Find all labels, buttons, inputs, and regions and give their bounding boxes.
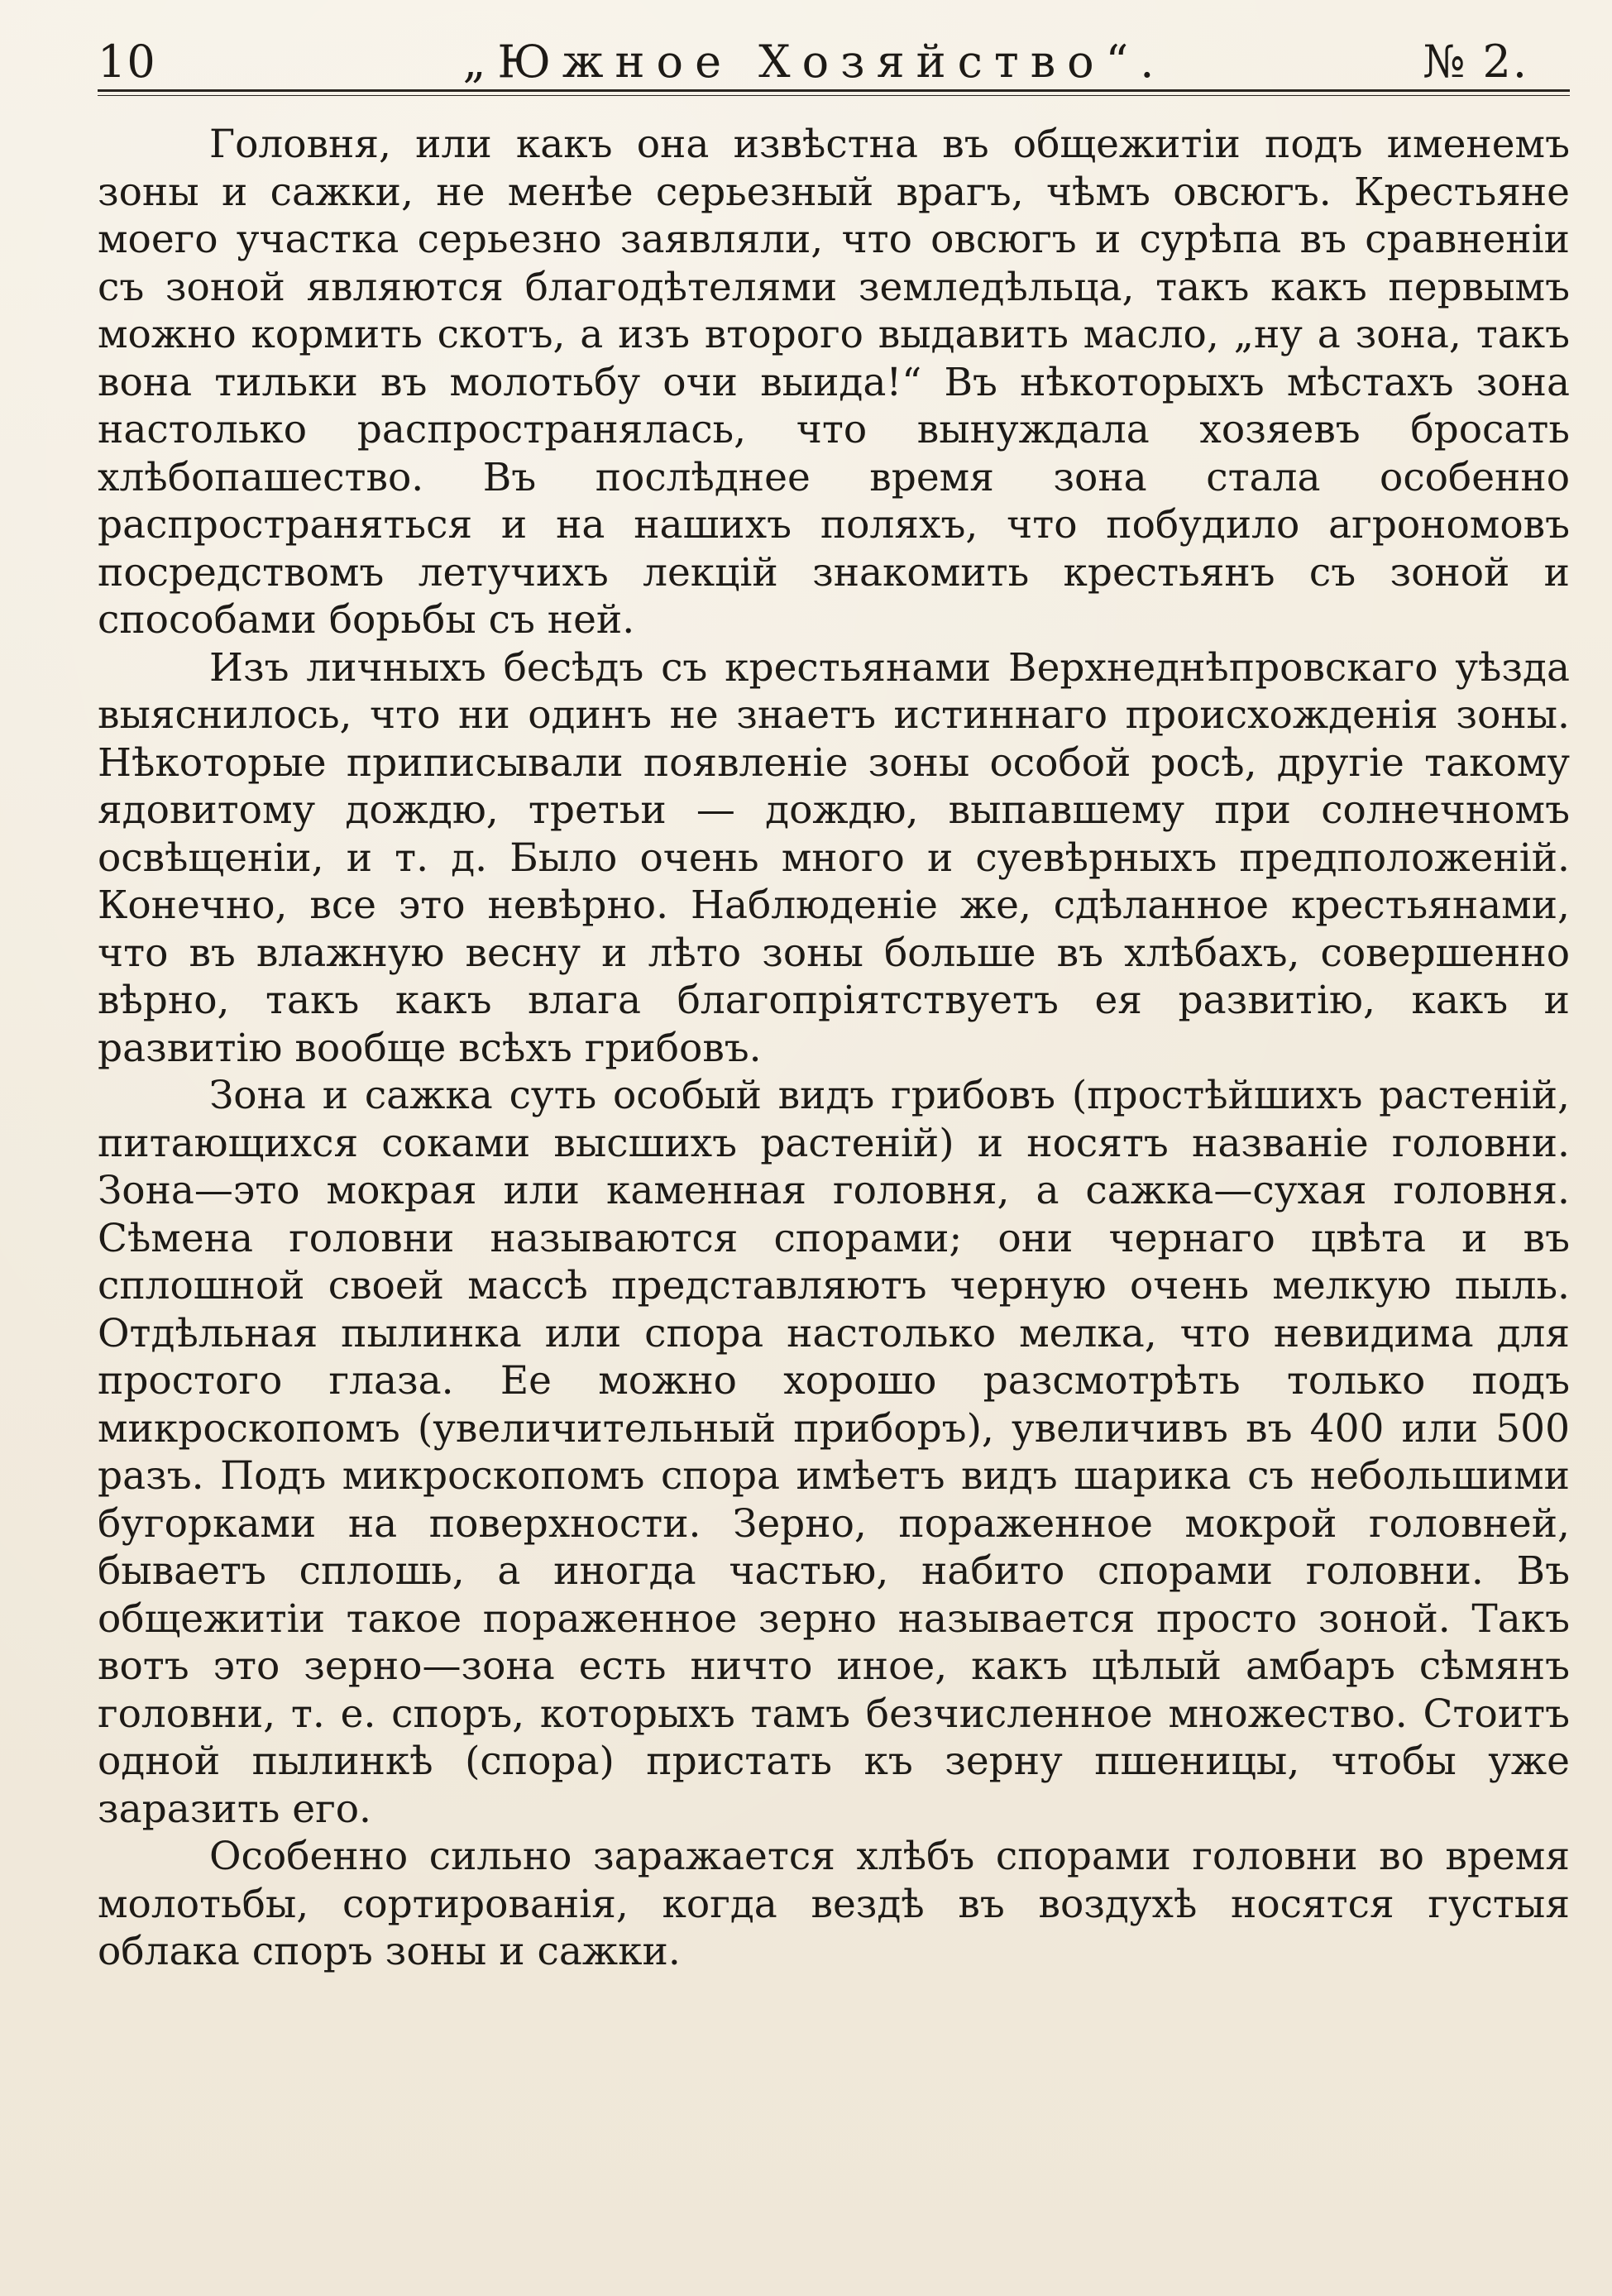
article-body — [98, 121, 1570, 1976]
paragraph-2: Изъ личныхъ бесѣдъ съ крестьянами Верхнеднѣпровскаго уѣзда выяснилось, что ни одинъ не знаетъ истиннаго происхожденія зоны. Нѣкоторые приписывали появленіе зоны особой росѣ, другіе такому ядовитому дождю, третьи — дождю, выпавшему при солнечномъ освѣщеніи, и т. д. Было очень много и суевѣрныхъ предположеній. Конечно, все это невѣрно. Наблюденіе же, сдѣланное крестьянами, что въ влажную весну и лѣто зоны больше въ хлѣбахъ, совершенно вѣрно, такъ какъ влага благопріятствуетъ ея развитію, какъ и развитію вообще всѣхъ грибовъ. — [98, 644, 1570, 1071]
paragraph-4: Особенно сильно заражается хлѣбъ спорами головни во время молотьбы, сортированія, когда вездѣ въ воздухѣ носятся густыя облака споръ зоны и сажки. — [98, 1834, 1570, 1974]
paragraph-1: Головня, или какъ она извѣстна въ общежитіи подъ именемъ зоны и сажки, не менѣе серьезный врагъ, чѣмъ овсюгъ. Крестьяне моего участка серьезно заявляли, что овсюгъ и сурѣпа въ сравненіи съ зоной являются благодѣтелями земледѣльца, такъ какъ первымъ можно кормить скотъ, а изъ второго выдавить масло, „ну а зона, такъ вона тильки въ молотьбу очи выида!“ Въ нѣкоторыхъ мѣстахъ зона настолько распространялась, что вынуждала хозяевъ бросать хлѣбопашество. Въ послѣднее время зона стала особенно распространяться и на нашихъ поляхъ, что побудило агрономовъ посредствомъ летучихъ лекцій знакомить крестьянъ съ зоной и способами борьбы съ ней. — [98, 122, 1570, 643]
header-rule-thick — [98, 89, 1570, 92]
page-header — [98, 25, 1528, 88]
journal-title: „Южное Хозяйство“. — [462, 36, 1166, 88]
issue-number: № 2. — [1423, 36, 1528, 88]
paragraph-3: Зона и сажка суть особый видъ грибовъ (простѣйшихъ растеній, питающихся соками высшихъ растеній) и носятъ названіе головни. Зона—это мокрая или каменная головня, а сажка—сухая головня. Сѣмена головни называются спорами; они чернаго цвѣта и въ сплошной своей массѣ представляютъ черную очень мелкую пыль. Отдѣльная пылинка или спора настолько мелка, что невидима для простого глаза. Ее можно хорошо разсмотрѣть только подъ микроскопомъ (увеличительный приборъ), увеличивъ въ 400 или 500 разъ. Подъ микроскопомъ спора имѣетъ видъ шарика съ небольшими бугорками на поверхности. Зерно, пораженное мокрой головней, бываетъ сплошь, а иногда частью, набито спорами головни. Въ общежитіи такое пораженное зерно называется просто зоной. Такъ вотъ это зерно—зона есть ничто иное, какъ цѣлый амбаръ сѣмянъ головни, т. е. споръ, которыхъ тамъ безчисленное множество. Стоитъ одной пылинкѣ (спора) пристать къ зерну пшеницы, чтобы уже заразить его. — [98, 1073, 1570, 1832]
header-double-rule — [98, 89, 1570, 98]
page-number: 10 — [98, 36, 156, 88]
header-rule-thin — [98, 95, 1570, 96]
